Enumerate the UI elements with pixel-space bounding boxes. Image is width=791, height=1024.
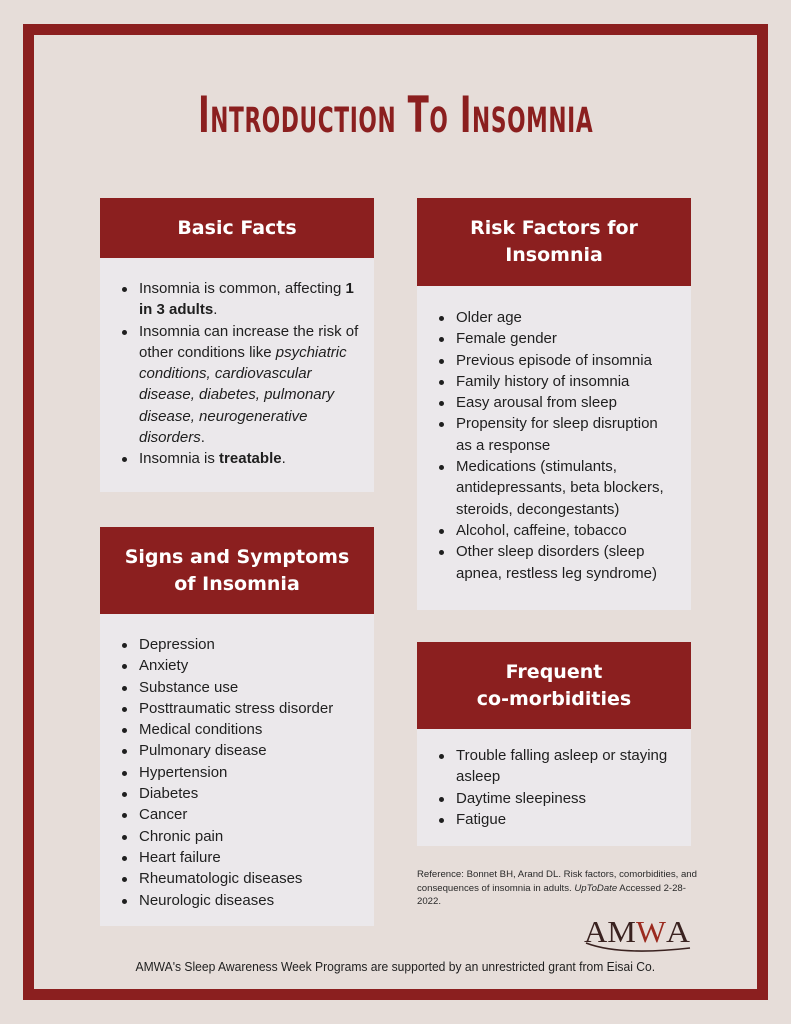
risk-factors-card bbox=[417, 198, 691, 610]
amwa-logo bbox=[580, 912, 695, 956]
list-item: Propensity for sleep disruption as a response bbox=[417, 413, 691, 456]
list-item: Posttraumatic stress disorder bbox=[100, 698, 374, 719]
list-item: Insomnia is treatable. bbox=[100, 448, 374, 469]
logo-a: A bbox=[666, 914, 691, 949]
list-item: Alcohol, caffeine, tobacco bbox=[417, 520, 691, 541]
signs-symptoms-list bbox=[100, 614, 374, 911]
basic-facts-card bbox=[100, 198, 374, 492]
risk-factors-list bbox=[417, 286, 691, 584]
list-item: Pulmonary disease bbox=[100, 740, 374, 761]
list-item: Older age bbox=[417, 307, 691, 328]
list-item: Rheumatologic diseases bbox=[100, 868, 374, 889]
list-item: Substance use bbox=[100, 677, 374, 698]
list-item: Medications (stimulants, antidepressants, beta blockers, steroids, decongestants) bbox=[417, 456, 691, 520]
reference-text: Reference: Bonnet BH, Arand DL. Risk factors, comorbidities, and consequences of insomnia in adults. UpToDate Accessed 2-28-2022. bbox=[417, 869, 697, 907]
page-title-text: Introduction To Insomnia bbox=[197, 86, 594, 144]
list-item: Female gender bbox=[417, 328, 691, 349]
list-item: Insomnia is common, affecting 1 in 3 adults. bbox=[100, 278, 374, 321]
comorbidities-list bbox=[417, 729, 691, 830]
list-item: Other sleep disorders (sleep apnea, restless leg syndrome) bbox=[417, 541, 691, 584]
list-item: Family history of insomnia bbox=[417, 371, 691, 392]
list-item: Medical conditions bbox=[100, 719, 374, 740]
risk-factors-heading: Risk Factors for Insomnia bbox=[417, 198, 691, 286]
list-item: Anxiety bbox=[100, 655, 374, 676]
list-item: Daytime sleepiness bbox=[417, 788, 691, 809]
list-item: Fatigue bbox=[417, 809, 691, 830]
page-title bbox=[0, 80, 791, 150]
list-item: Depression bbox=[100, 634, 374, 655]
logo-am: AM bbox=[584, 914, 636, 949]
list-item: Heart failure bbox=[100, 847, 374, 868]
list-item: Insomnia can increase the risk of other conditions like psychiatric conditions, cardiovascular disease, diabetes, pulmonary disease, neurogenerative disorders. bbox=[100, 321, 374, 449]
logo-w: W bbox=[636, 914, 667, 949]
basic-facts-heading: Basic Facts bbox=[100, 198, 374, 258]
list-item: Hypertension bbox=[100, 762, 374, 783]
signs-symptoms-card bbox=[100, 527, 374, 926]
footer-sponsor-text: AMWA's Sleep Awareness Week Programs are supported by an unrestricted grant from Eisai Co. bbox=[135, 959, 656, 974]
list-item: Previous episode of insomnia bbox=[417, 350, 691, 371]
list-item: Easy arousal from sleep bbox=[417, 392, 691, 413]
list-item: Chronic pain bbox=[100, 826, 374, 847]
list-item: Neurologic diseases bbox=[100, 890, 374, 911]
list-item: Trouble falling asleep or staying asleep bbox=[417, 745, 691, 788]
list-item: Cancer bbox=[100, 804, 374, 825]
comorbidities-heading: Frequent co-morbidities bbox=[417, 642, 691, 729]
signs-symptoms-heading: Signs and Symptoms of Insomnia bbox=[100, 527, 374, 614]
basic-facts-list bbox=[100, 258, 374, 470]
comorbidities-card bbox=[417, 642, 691, 846]
list-item: Diabetes bbox=[100, 783, 374, 804]
